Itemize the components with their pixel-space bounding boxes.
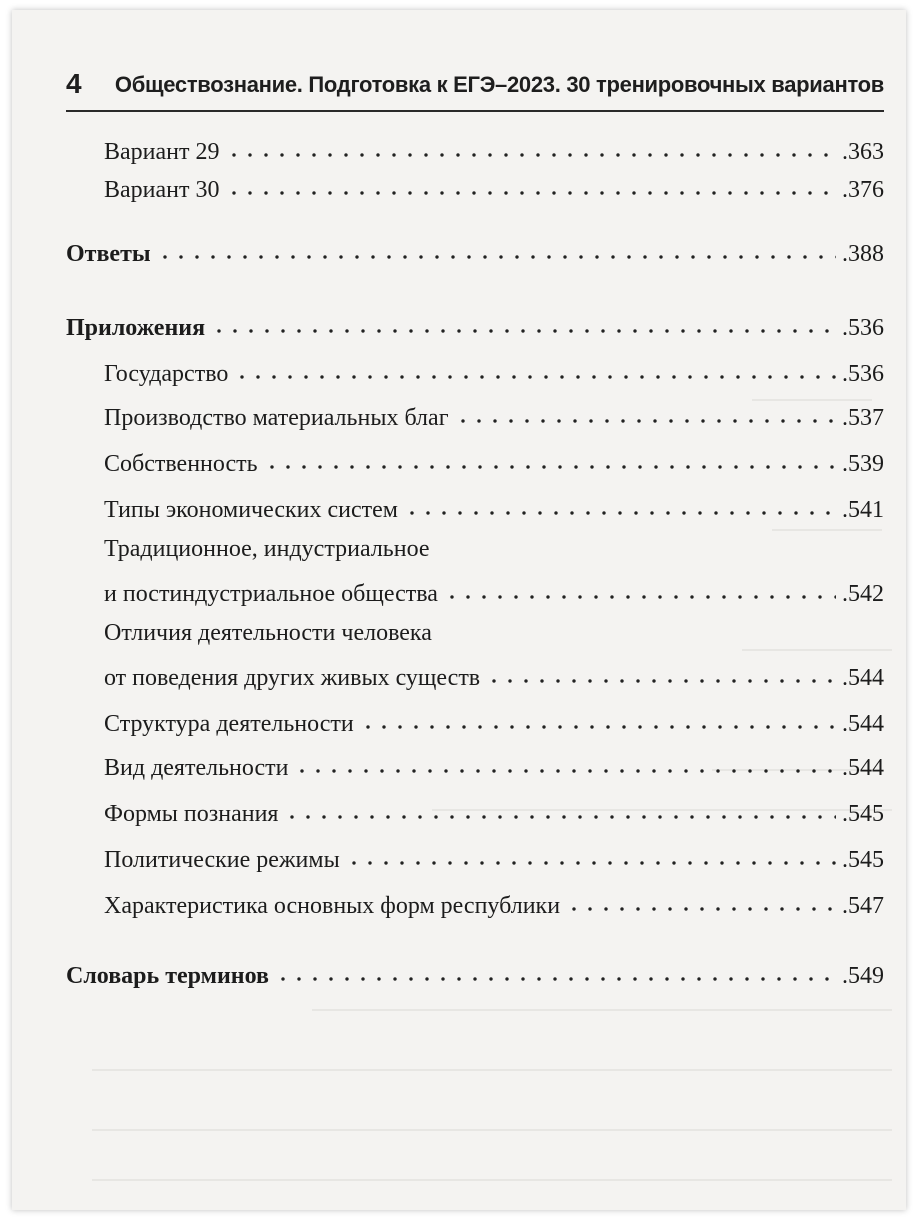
toc-entry <box>66 354 884 388</box>
toc-entry-page: .536 <box>842 361 884 387</box>
toc-entry-page: .376 <box>842 177 884 203</box>
toc-entry-page: .544 <box>842 755 884 781</box>
toc-entry-title: Производство материальных благ <box>104 405 449 431</box>
running-title: Обществознание. Подготовка к ЕГЭ–2023. 30 тренировочных вариантов <box>114 72 884 97</box>
toc-entry <box>66 234 884 268</box>
dot-leader <box>234 372 836 382</box>
dot-leader <box>157 252 836 262</box>
dot-leader <box>264 462 836 472</box>
toc-entry-page: .541 <box>842 497 884 523</box>
toc-entry-title: Характеристика основных форм республики <box>104 893 561 919</box>
dot-leader <box>566 904 836 914</box>
dot-leader <box>455 416 836 426</box>
toc-entry <box>66 444 884 478</box>
dot-leader <box>360 722 836 732</box>
toc-entry-page: .544 <box>842 665 884 691</box>
toc-entry <box>66 794 884 828</box>
page-header <box>66 66 884 112</box>
dot-leader <box>444 592 836 602</box>
toc-entry <box>66 840 884 874</box>
book-page <box>12 10 906 1210</box>
dot-leader <box>275 974 836 984</box>
toc-entry-page: .537 <box>842 405 884 431</box>
dot-leader <box>226 188 837 198</box>
toc-entry-title: Вид деятельности <box>104 755 289 781</box>
toc-entry-title: Структура деятельности <box>104 711 354 737</box>
dot-leader <box>226 150 837 160</box>
toc-entry-title: Ответы <box>66 241 151 267</box>
toc-entry-title-line1: Традиционное, индустриальное <box>104 536 430 562</box>
toc-entry <box>66 132 884 166</box>
toc-entry <box>66 658 884 692</box>
dot-leader <box>294 766 836 776</box>
dot-leader <box>404 508 836 518</box>
toc-entry <box>66 308 884 342</box>
toc-entry-page: .539 <box>842 451 884 477</box>
toc-entry-page: .545 <box>842 801 884 827</box>
toc-entry-title: Государство <box>104 361 229 387</box>
toc-entry <box>66 956 884 990</box>
toc-entry-title: от поведения других живых существ <box>104 665 481 691</box>
toc-entry-title: Собственность <box>104 451 258 477</box>
toc-entry <box>66 398 884 432</box>
toc-entry <box>66 748 884 782</box>
toc-entry <box>66 886 884 920</box>
toc-entry-title: Формы познания <box>104 801 279 827</box>
toc-entry-page: .542 <box>842 581 884 607</box>
toc-entry-title: Вариант 29 <box>104 139 220 165</box>
toc-entry <box>66 170 884 204</box>
page-number: 4 <box>66 68 82 99</box>
toc-entry <box>66 704 884 738</box>
toc-entry-page: .544 <box>842 711 884 737</box>
toc-entry <box>66 574 884 608</box>
toc-entry-title: Политические режимы <box>104 847 340 873</box>
toc-entry-title: и постиндустриальное общества <box>104 581 438 607</box>
dot-leader <box>486 676 836 686</box>
toc-entry-title: Типы экономических систем <box>104 497 398 523</box>
toc-entry-title: Приложения <box>66 315 206 341</box>
dot-leader <box>346 858 836 868</box>
toc-entry-page: .388 <box>842 241 884 267</box>
toc-entry-title: Словарь терминов <box>66 963 269 989</box>
dot-leader <box>284 812 836 822</box>
toc-entry-title: Вариант 30 <box>104 177 220 203</box>
toc-entry-page: .536 <box>842 315 884 341</box>
toc-entry-page: .547 <box>842 893 884 919</box>
toc-entry-page: .545 <box>842 847 884 873</box>
dot-leader <box>211 326 836 336</box>
toc-entry-page: .549 <box>842 963 884 989</box>
toc-entry <box>66 490 884 524</box>
toc-entry-page: .363 <box>842 139 884 165</box>
toc-entry-title-line1: Отличия деятельности человека <box>104 620 432 646</box>
